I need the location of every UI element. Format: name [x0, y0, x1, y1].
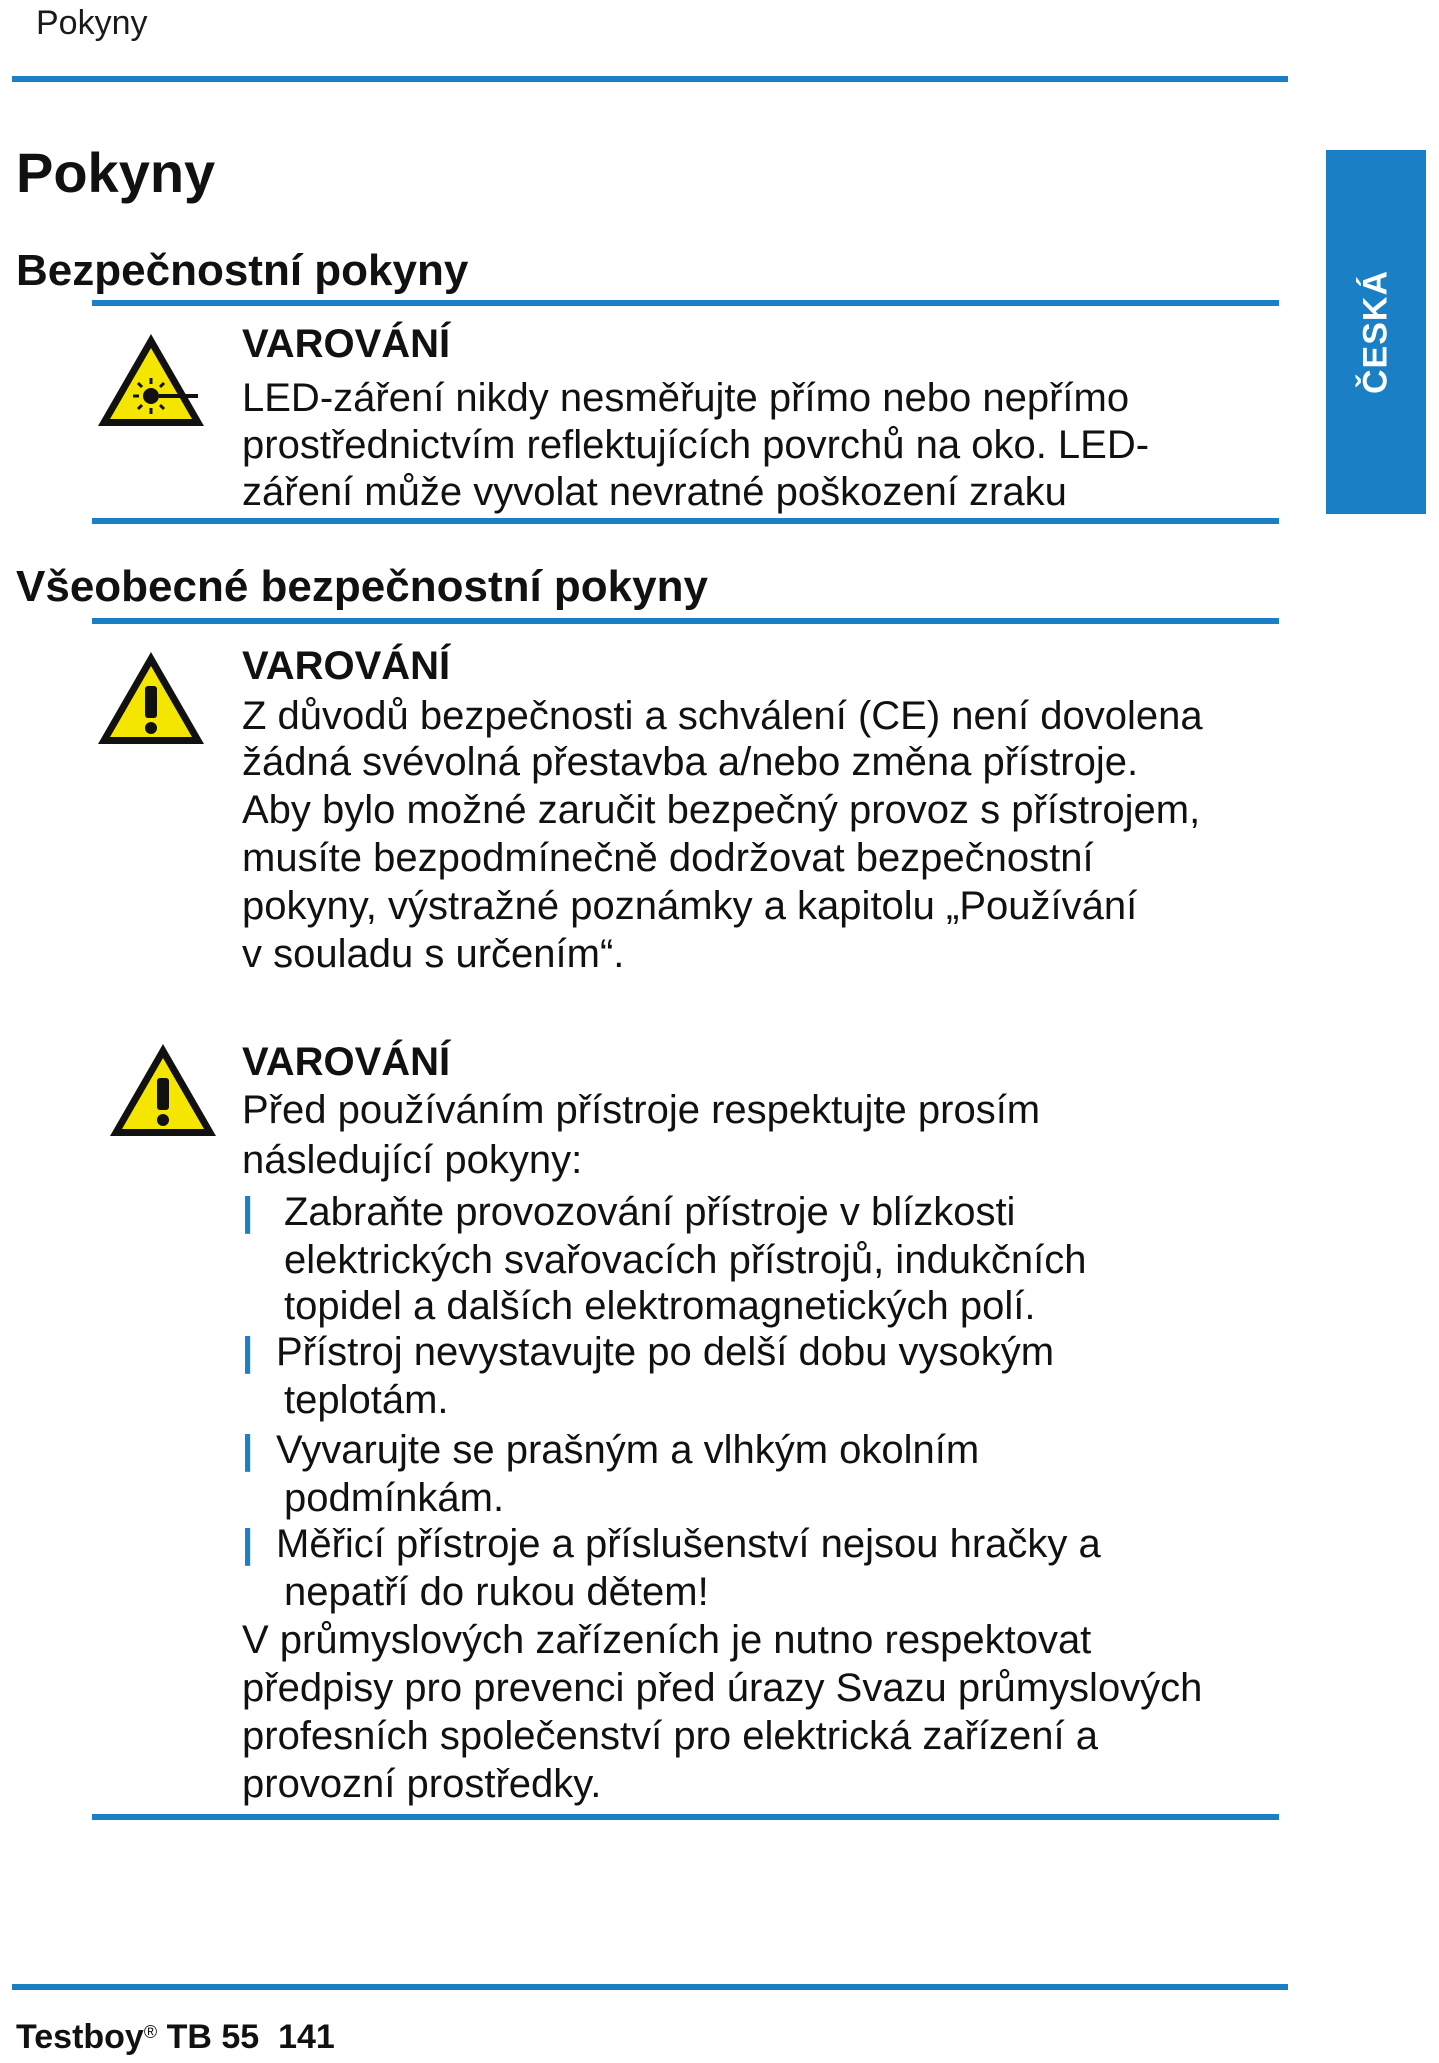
warning-text-line: Aby bylo možné zaručit bezpečný provoz s přístrojem, — [242, 788, 1201, 832]
warning-title: VAROVÁNÍ — [242, 322, 451, 366]
bullet-marker: | — [242, 1190, 254, 1234]
warning-outro-line: předpisy pro prevenci před úrazy Svazu průmyslových — [242, 1666, 1203, 1710]
laser-warning-icon — [94, 330, 208, 430]
bullet-text-line: Přístroj nevystavujte po delší dobu vysokým — [276, 1330, 1055, 1374]
bullet-text-line: Měřicí přístroje a příslušenství nejsou hračky a — [276, 1522, 1101, 1566]
bullet-text-line: Zabraňte provozování přístroje v blízkosti — [284, 1190, 1016, 1234]
section-rule-top — [92, 300, 1279, 306]
bullet-text-line: Vyvarujte se prašným a vlhkým okolním — [276, 1428, 980, 1472]
exclamation-warning-icon — [94, 648, 208, 748]
bullet-text-line: podmínkám. — [284, 1476, 505, 1520]
running-header: Pokyny — [36, 4, 148, 42]
bullet-text-line: nepatří do rukou dětem! — [284, 1570, 709, 1614]
footer — [16, 2018, 335, 2057]
section-rule-top — [92, 618, 1279, 624]
language-tab[interactable] — [1326, 150, 1426, 514]
section-heading-safety: Bezpečnostní pokyny — [16, 246, 469, 295]
language-tab-label: ČESKÁ — [1356, 269, 1395, 395]
warning-text-line: žádná svévolná přestavba a/nebo změna přístroje. — [242, 740, 1139, 784]
section-rule-bottom — [92, 1814, 1279, 1820]
bullet-marker: | — [242, 1522, 254, 1566]
bullet-text-line: elektrických svařovacích přístrojů, indukčních — [284, 1238, 1087, 1282]
warning-title: VAROVÁNÍ — [242, 1040, 451, 1084]
warning-text-line: pokyny, výstražné poznámky a kapitolu „Používání — [242, 884, 1138, 928]
warning-title: VAROVÁNÍ — [242, 644, 451, 688]
section-heading-general-safety: Všeobecné bezpečnostní pokyny — [16, 562, 708, 611]
bullet-marker: | — [242, 1330, 254, 1374]
bullet-text-line: topidel a dalších elektromagnetických polí. — [284, 1284, 1036, 1328]
warning-intro-line: následující pokyny: — [242, 1138, 583, 1182]
section-rule-bottom — [92, 518, 1279, 524]
warning-text-line: prostřednictvím reflektujících povrchů na oko. LED- — [242, 423, 1150, 467]
footer-model: TB 55 — [166, 2018, 260, 2056]
warning-intro-line: Před používáním přístroje respektujte prosím — [242, 1088, 1041, 1132]
warning-outro-line: V průmyslových zařízeních je nutno respektovat — [242, 1618, 1092, 1662]
warning-outro-line: profesních společenství pro elektrická zařízení a — [242, 1714, 1098, 1758]
page-number: 141 — [278, 2018, 335, 2056]
bullet-text-line: teplotám. — [284, 1378, 449, 1422]
warning-text-line: v souladu s určením“. — [242, 932, 625, 976]
footer-brand: Testboy — [16, 2018, 144, 2056]
warning-text-line: záření může vyvolat nevratné poškození zraku — [242, 470, 1067, 514]
warning-text-line: LED-záření nikdy nesměřujte přímo nebo nepřímo — [242, 376, 1130, 420]
warning-text-line: musíte bezpodmínečně dodržovat bezpečnostní — [242, 836, 1094, 880]
header-rule — [12, 76, 1288, 82]
registered-mark: ® — [143, 2022, 158, 2042]
page-title: Pokyny — [16, 141, 216, 204]
footer-rule — [12, 1984, 1288, 1990]
bullet-marker: | — [242, 1428, 254, 1472]
exclamation-warning-icon — [106, 1040, 220, 1140]
warning-text-line: Z důvodů bezpečnosti a schválení (CE) není dovolena — [242, 694, 1203, 738]
warning-outro-line: provozní prostředky. — [242, 1762, 602, 1806]
